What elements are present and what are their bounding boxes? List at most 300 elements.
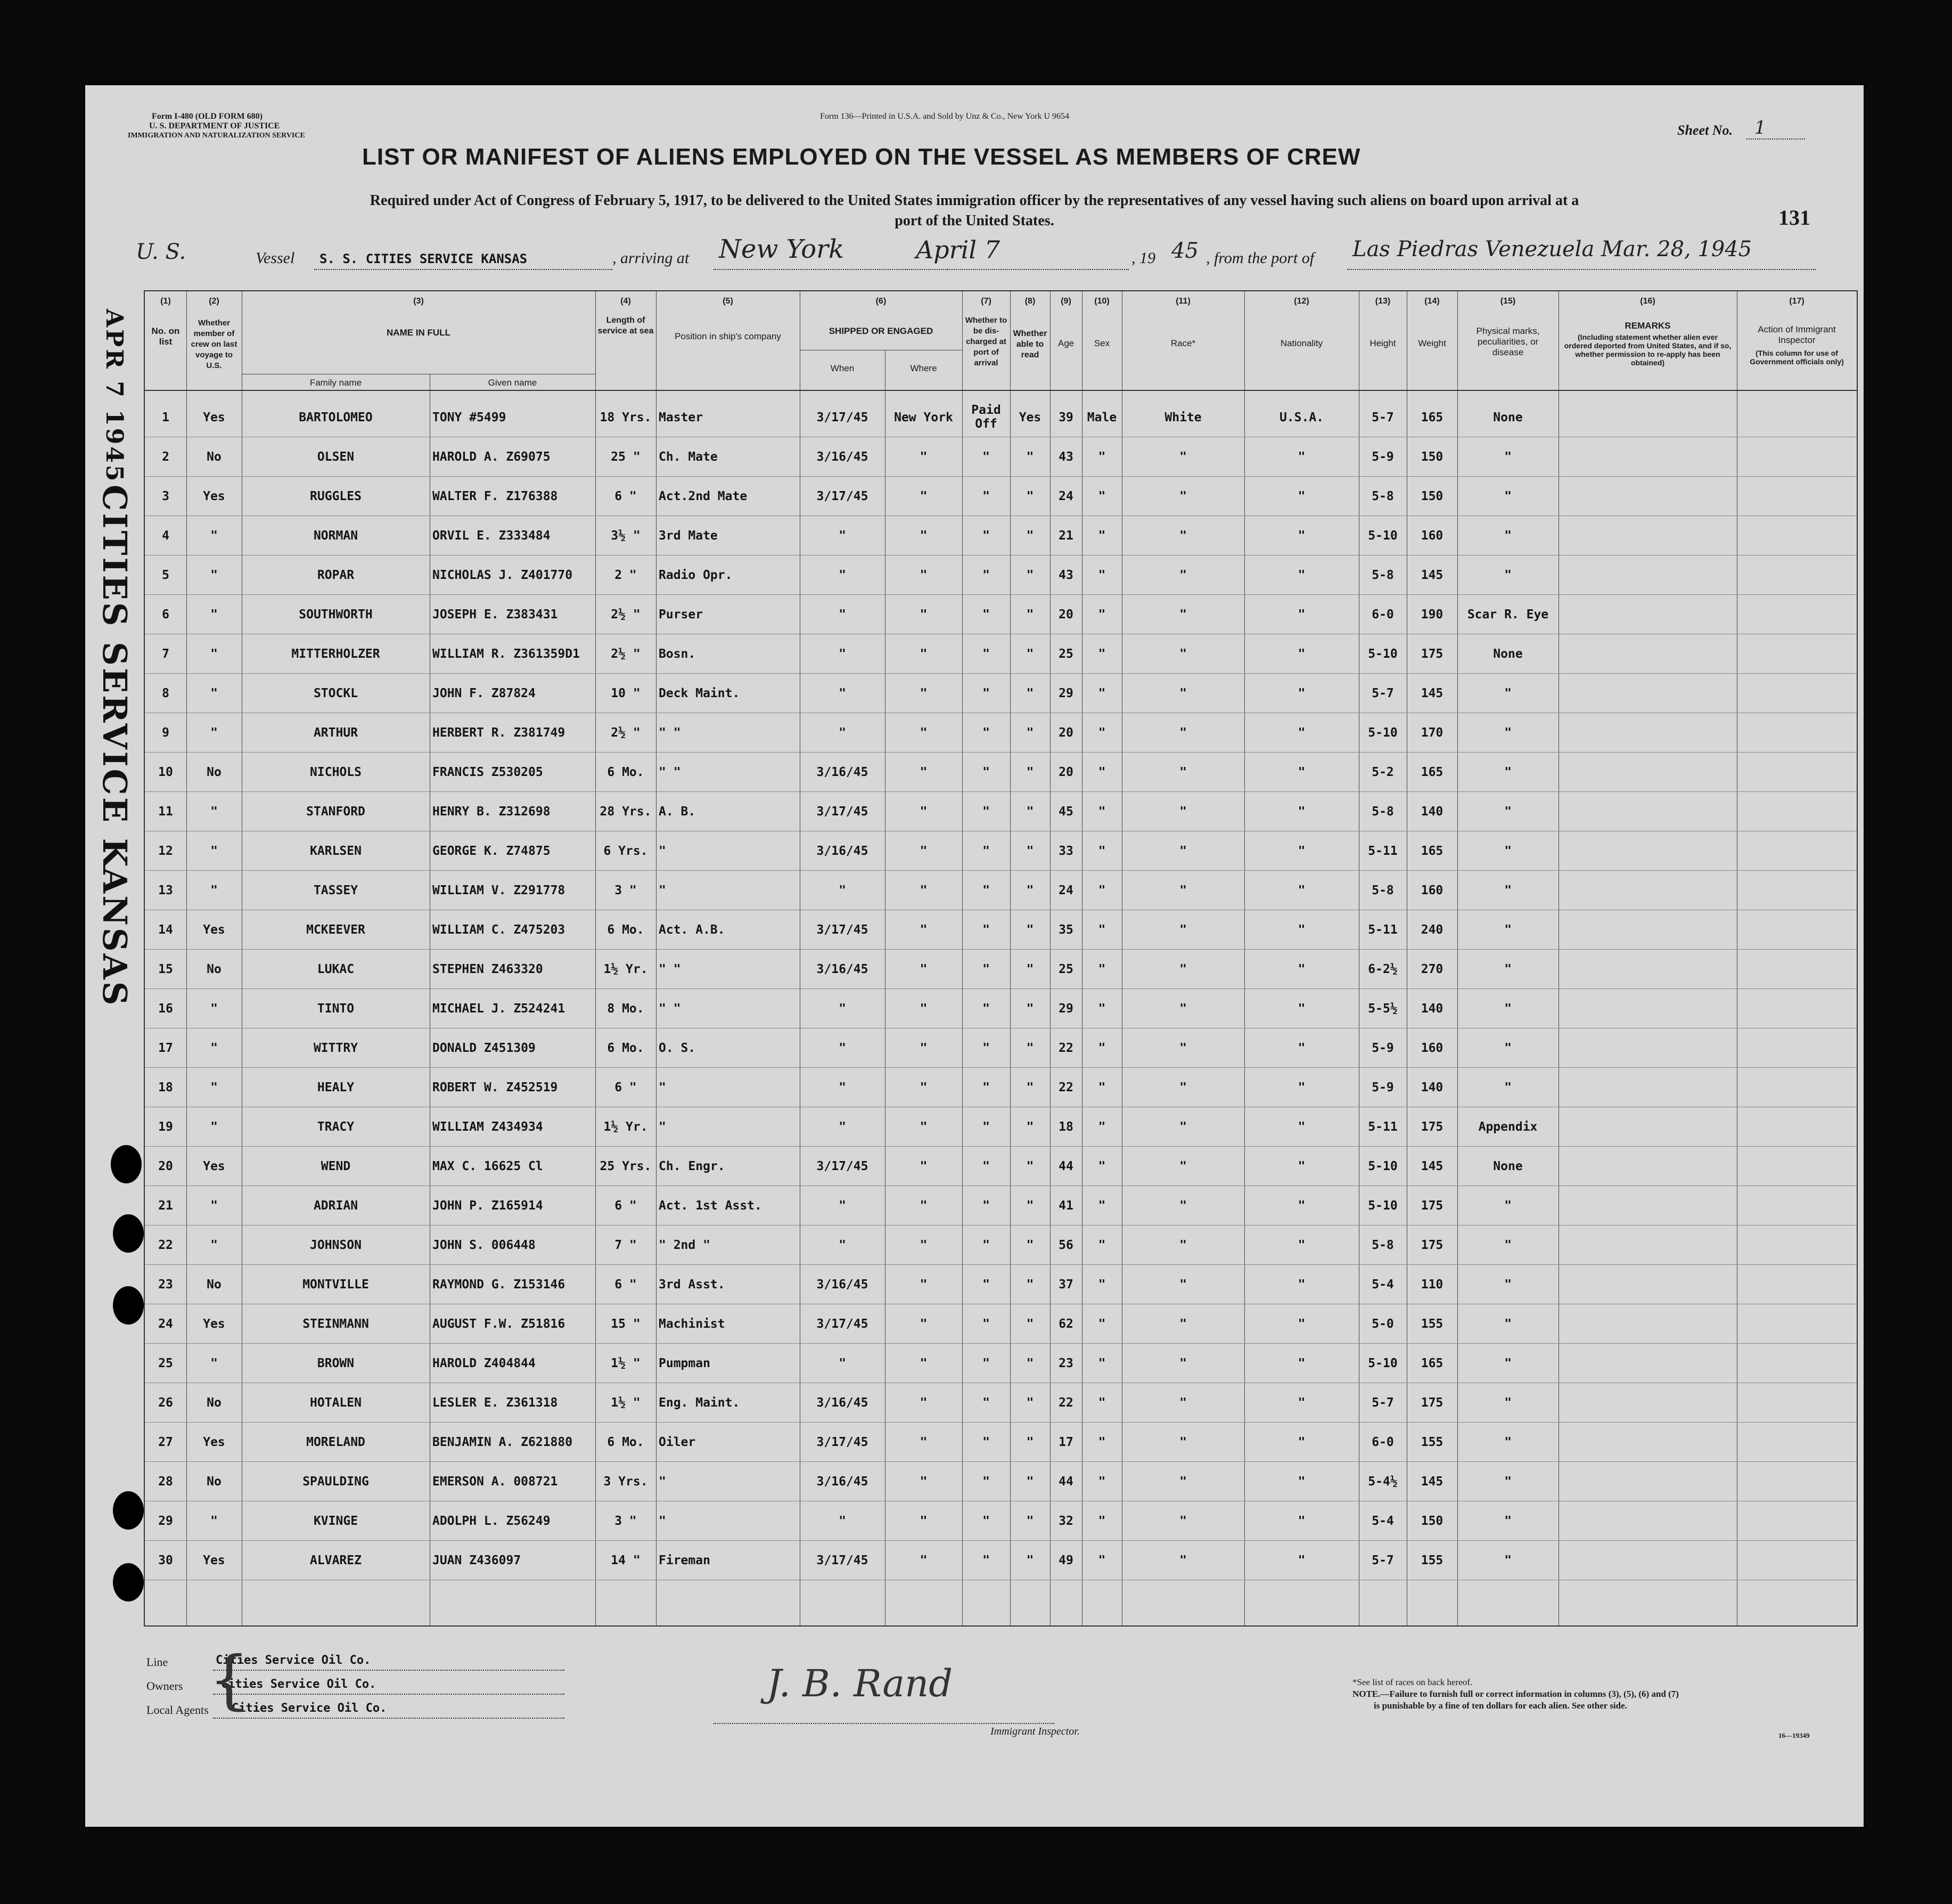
cell-read: " xyxy=(1026,450,1034,464)
form-number: 16—19349 xyxy=(1778,1731,1810,1739)
cell-no: 30 xyxy=(158,1554,173,1567)
cell-where: " xyxy=(920,1554,928,1567)
cell-no: 10 xyxy=(158,765,173,779)
cell-marks: " xyxy=(1504,687,1512,700)
cell-member: " xyxy=(210,529,218,543)
cell-read: " xyxy=(1026,884,1034,897)
col-num: (16) xyxy=(1640,297,1655,306)
cell-weight: 150 xyxy=(1421,489,1444,503)
cell-given: WILLIAM V. Z291778 xyxy=(432,884,565,897)
header-length-service: Length of service at sea xyxy=(597,316,654,336)
cell-family: KVINGE xyxy=(313,1514,358,1528)
cell-height: 5-10 xyxy=(1368,529,1398,543)
cell-sex: " xyxy=(1098,884,1106,897)
cell-nat: " xyxy=(1298,726,1306,740)
cell-given: JOHN F. Z87824 xyxy=(432,687,536,700)
note-line-2: is punishable by a fine of ten dollars for each alien. See other side. xyxy=(1374,1701,1627,1711)
cell-when: " xyxy=(839,529,846,543)
cell-read: " xyxy=(1026,1475,1034,1489)
cell-member: " xyxy=(210,647,218,661)
cell-marks: Appendix xyxy=(1478,1120,1538,1134)
line-dotline xyxy=(213,1670,564,1671)
cell-given: DONALD Z451309 xyxy=(432,1041,536,1055)
cell-discharged: " xyxy=(982,1120,990,1134)
cell-height: 5-4 xyxy=(1372,1278,1394,1292)
cell-discharged: " xyxy=(982,1199,990,1213)
cell-position: Act. A.B. xyxy=(659,923,725,937)
inspector-label: Immigrant Inspector. xyxy=(990,1726,1080,1737)
header-discharged: Whether to be dis-charged at port of arrival xyxy=(965,316,1007,367)
cell-when: " xyxy=(839,1002,846,1016)
cell-discharged: " xyxy=(982,1081,990,1094)
cell-marks: " xyxy=(1504,1199,1512,1213)
cell-weight: 155 xyxy=(1421,1554,1444,1567)
cell-position: Oiler xyxy=(659,1435,696,1449)
cell-given: WILLIAM R. Z361359D1 xyxy=(432,647,580,661)
cell-race: " xyxy=(1179,765,1187,779)
header-given-name: Given name xyxy=(488,378,537,388)
cell-member: Yes xyxy=(203,923,225,937)
table-row xyxy=(145,1501,1857,1541)
sheet-dotline xyxy=(1746,138,1805,140)
cell-position: " xyxy=(659,1081,666,1094)
table-row xyxy=(145,674,1857,713)
cell-nat: " xyxy=(1298,844,1306,858)
cell-race: White xyxy=(1164,411,1202,424)
table-row xyxy=(145,1344,1857,1383)
year-prefix: , 19 xyxy=(1131,249,1155,267)
cell-nat: " xyxy=(1298,1041,1306,1055)
owners-label: Owners xyxy=(146,1679,183,1693)
cell-age: 29 xyxy=(1059,1002,1073,1016)
header-race: Race* xyxy=(1170,338,1196,348)
side-vessel-name: CITIES SERVICE KANSAS xyxy=(95,485,134,1008)
cell-race: " xyxy=(1179,1554,1187,1567)
cell-length: 6 Mo. xyxy=(607,765,644,779)
cell-when: 3/16/45 xyxy=(816,450,868,464)
cell-weight: 175 xyxy=(1421,1238,1444,1252)
cell-nat: " xyxy=(1298,1278,1306,1292)
cell-race: " xyxy=(1179,1081,1187,1094)
cell-weight: 155 xyxy=(1421,1317,1444,1331)
cell-member: " xyxy=(210,1238,218,1252)
cell-marks: " xyxy=(1504,1554,1512,1567)
cell-read: " xyxy=(1026,1396,1034,1410)
cell-marks: None xyxy=(1493,411,1523,424)
table-row xyxy=(145,634,1857,674)
cell-nat: " xyxy=(1298,1435,1306,1449)
cell-age: 24 xyxy=(1059,489,1073,503)
cell-discharged: " xyxy=(982,568,990,582)
cell-read: " xyxy=(1026,1199,1034,1213)
arriving-label: , arriving at xyxy=(612,249,690,267)
cell-family: SOUTHWORTH xyxy=(299,608,373,622)
cell-when: " xyxy=(839,647,846,661)
cell-race: " xyxy=(1179,1120,1187,1134)
cell-height: 5-11 xyxy=(1368,1120,1398,1134)
cell-race: " xyxy=(1179,844,1187,858)
department: U. S. DEPARTMENT OF JUSTICE xyxy=(149,121,280,130)
cell-discharged: " xyxy=(982,1041,990,1055)
cell-discharged: " xyxy=(982,1475,990,1489)
cell-read: " xyxy=(1026,1554,1034,1567)
cell-nat: " xyxy=(1298,1159,1306,1173)
header-weight: Weight xyxy=(1418,338,1446,348)
cell-read: " xyxy=(1026,1120,1034,1134)
cell-age: 21 xyxy=(1059,529,1073,543)
cell-height: 5-10 xyxy=(1368,726,1398,740)
cell-race: " xyxy=(1179,1514,1187,1528)
cell-discharged: " xyxy=(982,726,990,740)
cell-no: 14 xyxy=(158,923,173,937)
cell-length: 6 " xyxy=(614,489,637,503)
cell-given: STEPHEN Z463320 xyxy=(432,962,543,976)
col-num: (11) xyxy=(1176,297,1191,306)
cell-family: TINTO xyxy=(317,1002,355,1016)
cell-read: " xyxy=(1026,1081,1034,1094)
table-row xyxy=(145,1147,1857,1186)
cell-position: " xyxy=(659,884,666,897)
cell-where: " xyxy=(920,844,928,858)
cell-no: 26 xyxy=(158,1396,173,1410)
cell-member: No xyxy=(207,962,222,976)
cell-where: " xyxy=(920,647,928,661)
form-id: Form I-480 (OLD FORM 680) xyxy=(152,112,263,121)
col-num: (17) xyxy=(1789,297,1805,306)
cell-no: 25 xyxy=(158,1357,173,1370)
cell-weight: 160 xyxy=(1421,529,1444,543)
cell-weight: 240 xyxy=(1421,923,1444,937)
cell-age: 44 xyxy=(1059,1159,1073,1173)
service-name: IMMIGRATION AND NATURALIZATION SERVICE xyxy=(128,132,305,140)
cell-marks: " xyxy=(1504,568,1512,582)
cell-race: " xyxy=(1179,1002,1187,1016)
header-remarks: REMARKS xyxy=(1625,321,1671,331)
cell-no: 28 xyxy=(158,1475,173,1489)
table-row xyxy=(145,792,1857,831)
cell-sex: " xyxy=(1098,1120,1106,1134)
table-row xyxy=(145,1068,1857,1107)
cell-length: 2½ " xyxy=(611,726,641,740)
cell-member: " xyxy=(210,805,218,819)
cell-height: 5-9 xyxy=(1372,1041,1394,1055)
cell-height: 5-4½ xyxy=(1368,1475,1398,1489)
cell-member: " xyxy=(210,844,218,858)
cell-nat: " xyxy=(1298,529,1306,543)
header-position: Position in ship's company xyxy=(675,331,781,341)
cell-height: 5-10 xyxy=(1368,647,1398,661)
cell-given: NICHOLAS J. Z401770 xyxy=(432,568,573,582)
cell-where: " xyxy=(920,1002,928,1016)
cell-length: 6 Yrs. xyxy=(603,844,648,858)
cell-marks: None xyxy=(1493,647,1523,661)
cell-no: 11 xyxy=(158,805,173,819)
cell-sex: " xyxy=(1098,1475,1106,1489)
owners-value: Cities Service Oil Co. xyxy=(221,1678,376,1691)
cell-length: 18 Yrs. xyxy=(600,411,652,424)
cell-age: 18 xyxy=(1059,1120,1073,1134)
cell-when: 3/17/45 xyxy=(816,1554,868,1567)
table-row xyxy=(145,1028,1857,1068)
cell-no: 22 xyxy=(158,1238,173,1252)
table-row xyxy=(145,555,1857,595)
cell-given: WALTER F. Z176388 xyxy=(432,489,558,503)
col-num: (2) xyxy=(209,297,219,306)
cell-when: 3/17/45 xyxy=(816,805,868,819)
cell-member: " xyxy=(210,726,218,740)
cell-family: ROPAR xyxy=(317,568,355,582)
cell-member: No xyxy=(207,765,222,779)
cell-family: BROWN xyxy=(317,1357,355,1370)
header-name-in-full: NAME IN FULL xyxy=(387,328,450,338)
cell-read: " xyxy=(1026,1002,1034,1016)
cell-age: 43 xyxy=(1059,450,1073,464)
cell-age: 32 xyxy=(1059,1514,1073,1528)
cell-family: NICHOLS xyxy=(310,765,362,779)
cell-age: 43 xyxy=(1059,568,1073,582)
cell-family: MITTERHOLZER xyxy=(291,647,380,661)
footer-brace: { xyxy=(209,1643,250,1717)
cell-weight: 160 xyxy=(1421,1041,1444,1055)
line-value: Cities Service Oil Co. xyxy=(216,1654,371,1667)
crew-table xyxy=(144,290,1858,1627)
cell-read: " xyxy=(1026,647,1034,661)
cell-marks: " xyxy=(1504,1435,1512,1449)
cell-sex: Male xyxy=(1087,411,1117,424)
header-nationality: Nationality xyxy=(1280,338,1323,348)
cell-no: 5 xyxy=(162,568,169,582)
cell-marks: " xyxy=(1504,726,1512,740)
cell-age: 56 xyxy=(1059,1238,1073,1252)
cell-when: " xyxy=(839,884,846,897)
cell-position: Master xyxy=(659,411,703,424)
cell-age: 20 xyxy=(1059,765,1073,779)
cell-when: 3/16/45 xyxy=(816,765,868,779)
cell-where: " xyxy=(920,765,928,779)
cell-family: TASSEY xyxy=(313,884,358,897)
cell-when: " xyxy=(839,1238,846,1252)
cell-nat: U.S.A. xyxy=(1279,411,1324,424)
inspector-signature: J. B. Rand xyxy=(767,1662,953,1705)
cell-member: No xyxy=(207,1475,222,1489)
sheet-number: 1 xyxy=(1754,117,1766,138)
cell-length: 3 Yrs. xyxy=(603,1475,648,1489)
cell-discharged: " xyxy=(982,1278,990,1292)
cell-race: " xyxy=(1179,923,1187,937)
cell-race: " xyxy=(1179,1475,1187,1489)
cell-weight: 165 xyxy=(1421,844,1444,858)
cell-length: 6 Mo. xyxy=(607,1435,644,1449)
header-bottom-line xyxy=(145,390,1857,391)
cell-family: MORELAND xyxy=(306,1435,365,1449)
cell-sex: " xyxy=(1098,450,1106,464)
cell-read: " xyxy=(1026,844,1034,858)
cell-weight: 165 xyxy=(1421,411,1444,424)
cell-no: 3 xyxy=(162,489,169,503)
cell-weight: 140 xyxy=(1421,1002,1444,1016)
cell-nat: " xyxy=(1298,1396,1306,1410)
cell-family: TRACY xyxy=(317,1120,355,1134)
cell-position: A. B. xyxy=(659,805,696,819)
cell-when: " xyxy=(839,568,846,582)
cell-weight: 150 xyxy=(1421,450,1444,464)
cell-where: " xyxy=(920,608,928,622)
cell-member: " xyxy=(210,1120,218,1134)
cell-height: 5-10 xyxy=(1368,1159,1398,1173)
cell-weight: 175 xyxy=(1421,1120,1444,1134)
cell-marks: " xyxy=(1504,1278,1512,1292)
cell-height: 5-10 xyxy=(1368,1357,1398,1370)
cell-where: " xyxy=(920,1081,928,1094)
cell-height: 5-5½ xyxy=(1368,1002,1398,1016)
cell-where: " xyxy=(920,923,928,937)
col-num: (1) xyxy=(160,297,171,306)
cell-position: " 2nd " xyxy=(659,1238,710,1252)
cell-where: " xyxy=(920,1278,928,1292)
cell-race: " xyxy=(1179,884,1187,897)
cell-height: 5-7 xyxy=(1372,411,1394,424)
date-dotline xyxy=(905,269,1129,270)
cell-member: " xyxy=(210,608,218,622)
note-races: *See list of races on back hereof. xyxy=(1352,1677,1473,1687)
cell-age: 24 xyxy=(1059,884,1073,897)
col-num: (15) xyxy=(1500,297,1516,306)
cell-no: 29 xyxy=(158,1514,173,1528)
col-num: (4) xyxy=(620,297,631,306)
cell-member: " xyxy=(210,1002,218,1016)
cell-marks: " xyxy=(1504,529,1512,543)
cell-weight: 170 xyxy=(1421,726,1444,740)
cell-height: 5-7 xyxy=(1372,1554,1394,1567)
cell-marks: " xyxy=(1504,1317,1512,1331)
punch-hole xyxy=(111,1145,142,1183)
punch-hole xyxy=(113,1563,144,1601)
punch-hole xyxy=(113,1491,144,1530)
cell-marks: " xyxy=(1504,1081,1512,1094)
cell-given: HERBERT R. Z381749 xyxy=(432,726,565,740)
cell-length: 3 " xyxy=(614,884,637,897)
cell-when: " xyxy=(839,1081,846,1094)
cell-no: 2 xyxy=(162,450,169,464)
cell-no: 17 xyxy=(158,1041,173,1055)
cell-read: " xyxy=(1026,1041,1034,1055)
cell-read: " xyxy=(1026,923,1034,937)
cell-position: Ch. Mate xyxy=(659,450,718,464)
cell-family: LUKAC xyxy=(317,962,355,976)
cell-read: " xyxy=(1026,1238,1034,1252)
cell-where: " xyxy=(920,1357,928,1370)
cell-age: 44 xyxy=(1059,1475,1073,1489)
cell-family: KARLSEN xyxy=(310,844,362,858)
cell-race: " xyxy=(1179,1238,1187,1252)
cell-where: " xyxy=(920,687,928,700)
cell-no: 15 xyxy=(158,962,173,976)
cell-sex: " xyxy=(1098,1278,1106,1292)
cell-where: " xyxy=(920,962,928,976)
table-row xyxy=(145,713,1857,753)
manifest-sheet xyxy=(85,85,1864,1827)
cell-discharged: " xyxy=(982,489,990,503)
cell-given: MAX C. 16625 Cl xyxy=(432,1159,543,1173)
cell-marks: " xyxy=(1504,805,1512,819)
cell-given: TONY #5499 xyxy=(432,411,506,424)
cell-marks: " xyxy=(1504,844,1512,858)
cell-position: " " xyxy=(659,726,681,740)
cell-discharged: " xyxy=(982,1002,990,1016)
cell-when: 3/17/45 xyxy=(816,411,868,424)
cell-position: " " xyxy=(659,1002,681,1016)
cell-read: " xyxy=(1026,1317,1034,1331)
cell-height: 5-4 xyxy=(1372,1514,1394,1528)
cell-given: HAROLD Z404844 xyxy=(432,1357,536,1370)
cell-length: 6 " xyxy=(614,1081,637,1094)
cell-where: " xyxy=(920,1159,928,1173)
cell-length: 1½ Yr. xyxy=(603,1120,648,1134)
cell-sex: " xyxy=(1098,765,1106,779)
cell-no: 7 xyxy=(162,647,169,661)
cell-position: Bosn. xyxy=(659,647,696,661)
cell-weight: 145 xyxy=(1421,568,1444,582)
cell-sex: " xyxy=(1098,1514,1106,1528)
cell-age: 25 xyxy=(1059,647,1073,661)
table-row xyxy=(145,1423,1857,1462)
cell-age: 35 xyxy=(1059,923,1073,937)
cell-nat: " xyxy=(1298,1199,1306,1213)
cell-length: 2½ " xyxy=(611,647,641,661)
cell-family: HEALY xyxy=(317,1081,355,1094)
printer-line: Form 136—Printed in U.S.A. and Sold by Unz & Co., New York U 9654 xyxy=(820,112,1070,121)
cell-race: " xyxy=(1179,726,1187,740)
table-row xyxy=(145,1225,1857,1265)
cell-weight: 150 xyxy=(1421,1514,1444,1528)
cell-member: " xyxy=(210,1199,218,1213)
cell-age: 37 xyxy=(1059,1278,1073,1292)
header-shipped: SHIPPED OR ENGAGED xyxy=(829,326,933,336)
cell-nat: " xyxy=(1298,450,1306,464)
cell-discharged: " xyxy=(982,450,990,464)
cell-family: STEINMANN xyxy=(302,1317,369,1331)
cell-sex: " xyxy=(1098,1238,1106,1252)
cell-read: " xyxy=(1026,1435,1034,1449)
header-age: Age xyxy=(1057,338,1075,348)
cell-race: " xyxy=(1179,1357,1187,1370)
cell-sex: " xyxy=(1098,1317,1106,1331)
cell-discharged: Paid Off xyxy=(971,403,1001,431)
cell-when: " xyxy=(839,1514,846,1528)
cell-where: " xyxy=(920,568,928,582)
cell-race: " xyxy=(1179,608,1187,622)
cell-length: 6 " xyxy=(614,1278,637,1292)
cell-discharged: " xyxy=(982,1435,990,1449)
cell-where: " xyxy=(920,1475,928,1489)
cell-length: 2½ " xyxy=(611,608,641,622)
cell-when: 3/16/45 xyxy=(816,1278,868,1292)
cell-sex: " xyxy=(1098,1002,1106,1016)
cell-discharged: " xyxy=(982,923,990,937)
cell-position: Radio Opr. xyxy=(659,568,733,582)
cell-weight: 110 xyxy=(1421,1278,1444,1292)
from-label: , from the port of xyxy=(1206,249,1315,267)
header-where: Where xyxy=(910,363,937,373)
cell-marks: " xyxy=(1504,1238,1512,1252)
cell-when: " xyxy=(839,687,846,700)
cell-age: 20 xyxy=(1059,726,1073,740)
cell-nat: " xyxy=(1298,1514,1306,1528)
cell-position: " " xyxy=(659,765,681,779)
cell-nat: " xyxy=(1298,1238,1306,1252)
col-num: (7) xyxy=(981,297,991,306)
col-num: (3) xyxy=(413,297,424,306)
